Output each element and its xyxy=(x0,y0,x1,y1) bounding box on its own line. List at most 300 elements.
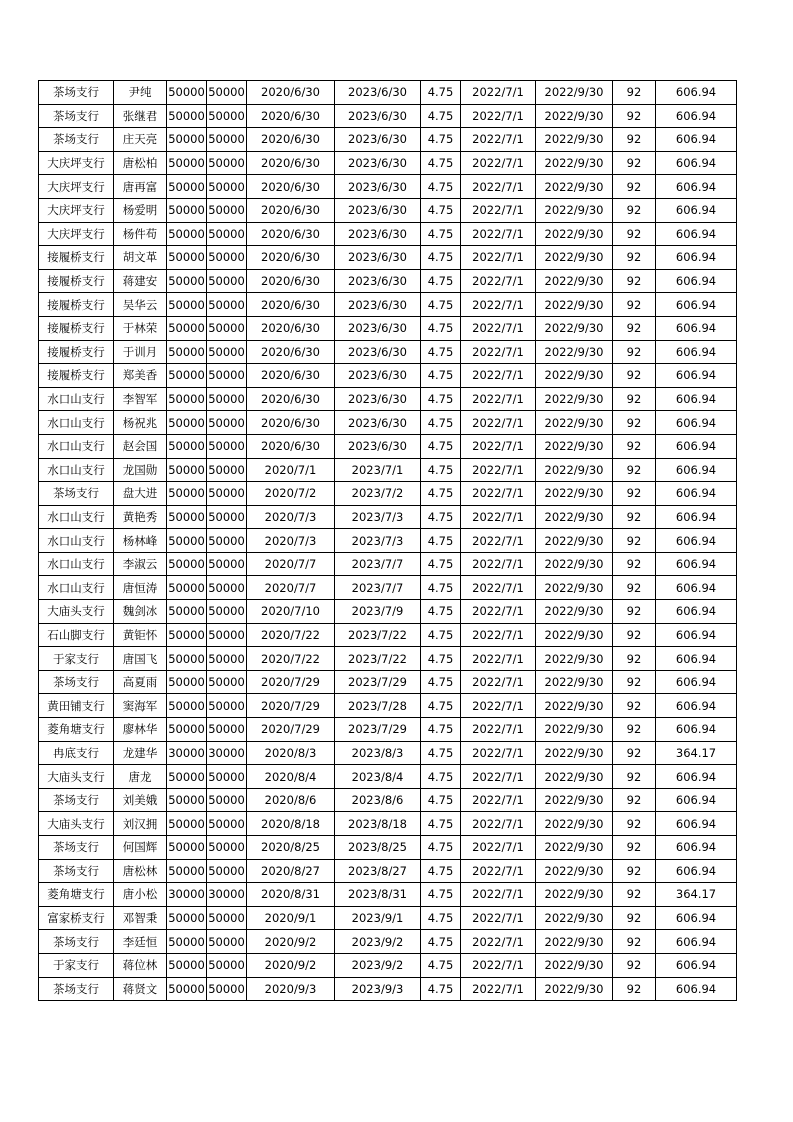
period-end-cell: 2022/9/30 xyxy=(536,765,613,789)
loan-interest-table xyxy=(38,80,737,1001)
balance-cell: 50000 xyxy=(207,340,247,364)
days-cell: 92 xyxy=(613,222,656,246)
interest-cell: 606.94 xyxy=(656,293,737,317)
rate-cell: 4.75 xyxy=(421,883,461,907)
table-row xyxy=(39,387,737,411)
start-date-cell: 2020/6/30 xyxy=(247,104,335,128)
interest-cell: 606.94 xyxy=(656,411,737,435)
period-start-cell: 2022/7/1 xyxy=(461,364,536,388)
period-start-cell: 2022/7/1 xyxy=(461,930,536,954)
end-date-cell: 2023/8/25 xyxy=(335,836,421,860)
balance-cell: 50000 xyxy=(207,246,247,270)
start-date-cell: 2020/6/30 xyxy=(247,246,335,270)
borrower-name-cell: 吴华云 xyxy=(114,293,167,317)
end-date-cell: 2023/7/1 xyxy=(335,458,421,482)
end-date-cell: 2023/7/2 xyxy=(335,482,421,506)
balance-cell: 50000 xyxy=(207,930,247,954)
start-date-cell: 2020/6/30 xyxy=(247,222,335,246)
loan-amount-cell: 50000 xyxy=(167,505,207,529)
branch-cell: 茶场支行 xyxy=(39,81,114,105)
borrower-name-cell: 杨件苟 xyxy=(114,222,167,246)
start-date-cell: 2020/9/2 xyxy=(247,953,335,977)
end-date-cell: 2023/9/1 xyxy=(335,906,421,930)
period-end-cell: 2022/9/30 xyxy=(536,859,613,883)
end-date-cell: 2023/7/29 xyxy=(335,718,421,742)
borrower-name-cell: 魏剑冰 xyxy=(114,600,167,624)
branch-cell: 于家支行 xyxy=(39,953,114,977)
period-start-cell: 2022/7/1 xyxy=(461,647,536,671)
balance-cell: 50000 xyxy=(207,859,247,883)
days-cell: 92 xyxy=(613,434,656,458)
days-cell: 92 xyxy=(613,694,656,718)
end-date-cell: 2023/8/4 xyxy=(335,765,421,789)
loan-amount-cell: 50000 xyxy=(167,434,207,458)
loan-amount-cell: 50000 xyxy=(167,694,207,718)
start-date-cell: 2020/6/30 xyxy=(247,175,335,199)
period-start-cell: 2022/7/1 xyxy=(461,387,536,411)
period-end-cell: 2022/9/30 xyxy=(536,458,613,482)
start-date-cell: 2020/6/30 xyxy=(247,387,335,411)
end-date-cell: 2023/7/28 xyxy=(335,694,421,718)
rate-cell: 4.75 xyxy=(421,552,461,576)
borrower-name-cell: 于训月 xyxy=(114,340,167,364)
rate-cell: 4.75 xyxy=(421,293,461,317)
branch-cell: 菱角塘支行 xyxy=(39,718,114,742)
balance-cell: 50000 xyxy=(207,694,247,718)
end-date-cell: 2023/7/7 xyxy=(335,552,421,576)
loan-amount-cell: 50000 xyxy=(167,623,207,647)
period-start-cell: 2022/7/1 xyxy=(461,81,536,105)
period-end-cell: 2022/9/30 xyxy=(536,293,613,317)
start-date-cell: 2020/6/30 xyxy=(247,293,335,317)
period-end-cell: 2022/9/30 xyxy=(536,198,613,222)
start-date-cell: 2020/7/7 xyxy=(247,576,335,600)
rate-cell: 4.75 xyxy=(421,953,461,977)
branch-cell: 水口山支行 xyxy=(39,576,114,600)
branch-cell: 接履桥支行 xyxy=(39,340,114,364)
loan-amount-cell: 50000 xyxy=(167,529,207,553)
table-row xyxy=(39,765,737,789)
balance-cell: 50000 xyxy=(207,458,247,482)
interest-cell: 606.94 xyxy=(656,269,737,293)
table-row xyxy=(39,364,737,388)
period-end-cell: 2022/9/30 xyxy=(536,576,613,600)
period-end-cell: 2022/9/30 xyxy=(536,647,613,671)
start-date-cell: 2020/9/2 xyxy=(247,930,335,954)
period-start-cell: 2022/7/1 xyxy=(461,977,536,1001)
balance-cell: 50000 xyxy=(207,505,247,529)
balance-cell: 50000 xyxy=(207,128,247,152)
rate-cell: 4.75 xyxy=(421,175,461,199)
days-cell: 92 xyxy=(613,482,656,506)
end-date-cell: 2023/8/6 xyxy=(335,788,421,812)
end-date-cell: 2023/6/30 xyxy=(335,364,421,388)
period-end-cell: 2022/9/30 xyxy=(536,269,613,293)
balance-cell: 50000 xyxy=(207,222,247,246)
branch-cell: 大庆坪支行 xyxy=(39,222,114,246)
start-date-cell: 2020/9/3 xyxy=(247,977,335,1001)
rate-cell: 4.75 xyxy=(421,340,461,364)
period-start-cell: 2022/7/1 xyxy=(461,836,536,860)
loan-amount-cell: 50000 xyxy=(167,151,207,175)
loan-amount-cell: 50000 xyxy=(167,246,207,270)
loan-amount-cell: 30000 xyxy=(167,741,207,765)
end-date-cell: 2023/6/30 xyxy=(335,81,421,105)
loan-amount-cell: 50000 xyxy=(167,718,207,742)
balance-cell: 50000 xyxy=(207,552,247,576)
period-start-cell: 2022/7/1 xyxy=(461,906,536,930)
start-date-cell: 2020/7/29 xyxy=(247,694,335,718)
branch-cell: 大庙头支行 xyxy=(39,600,114,624)
end-date-cell: 2023/6/30 xyxy=(335,104,421,128)
period-start-cell: 2022/7/1 xyxy=(461,576,536,600)
loan-amount-cell: 30000 xyxy=(167,883,207,907)
borrower-name-cell: 黄艳秀 xyxy=(114,505,167,529)
end-date-cell: 2023/8/27 xyxy=(335,859,421,883)
loan-amount-cell: 50000 xyxy=(167,81,207,105)
branch-cell: 水口山支行 xyxy=(39,458,114,482)
period-end-cell: 2022/9/30 xyxy=(536,906,613,930)
end-date-cell: 2023/7/29 xyxy=(335,670,421,694)
balance-cell: 50000 xyxy=(207,269,247,293)
start-date-cell: 2020/7/29 xyxy=(247,670,335,694)
branch-cell: 茶场支行 xyxy=(39,977,114,1001)
rate-cell: 4.75 xyxy=(421,576,461,600)
period-start-cell: 2022/7/1 xyxy=(461,670,536,694)
interest-cell: 606.94 xyxy=(656,198,737,222)
days-cell: 92 xyxy=(613,316,656,340)
days-cell: 92 xyxy=(613,198,656,222)
table-row xyxy=(39,836,737,860)
period-start-cell: 2022/7/1 xyxy=(461,718,536,742)
interest-cell: 606.94 xyxy=(656,222,737,246)
interest-cell: 606.94 xyxy=(656,246,737,270)
period-end-cell: 2022/9/30 xyxy=(536,434,613,458)
loan-amount-cell: 50000 xyxy=(167,859,207,883)
end-date-cell: 2023/7/3 xyxy=(335,505,421,529)
period-start-cell: 2022/7/1 xyxy=(461,953,536,977)
balance-cell: 50000 xyxy=(207,104,247,128)
interest-cell: 606.94 xyxy=(656,600,737,624)
borrower-name-cell: 盘大进 xyxy=(114,482,167,506)
interest-cell: 606.94 xyxy=(656,765,737,789)
loan-amount-cell: 50000 xyxy=(167,269,207,293)
start-date-cell: 2020/6/30 xyxy=(247,128,335,152)
loan-amount-cell: 50000 xyxy=(167,104,207,128)
borrower-name-cell: 唐小松 xyxy=(114,883,167,907)
borrower-name-cell: 龙建华 xyxy=(114,741,167,765)
loan-amount-cell: 50000 xyxy=(167,340,207,364)
start-date-cell: 2020/8/27 xyxy=(247,859,335,883)
borrower-name-cell: 郑美香 xyxy=(114,364,167,388)
days-cell: 92 xyxy=(613,293,656,317)
start-date-cell: 2020/6/30 xyxy=(247,364,335,388)
period-end-cell: 2022/9/30 xyxy=(536,836,613,860)
interest-cell: 606.94 xyxy=(656,623,737,647)
balance-cell: 50000 xyxy=(207,836,247,860)
start-date-cell: 2020/7/3 xyxy=(247,529,335,553)
days-cell: 92 xyxy=(613,246,656,270)
period-start-cell: 2022/7/1 xyxy=(461,859,536,883)
period-start-cell: 2022/7/1 xyxy=(461,104,536,128)
table-row xyxy=(39,812,737,836)
borrower-name-cell: 蒋位林 xyxy=(114,953,167,977)
interest-cell: 364.17 xyxy=(656,741,737,765)
table-row xyxy=(39,269,737,293)
period-start-cell: 2022/7/1 xyxy=(461,765,536,789)
loan-amount-cell: 50000 xyxy=(167,128,207,152)
period-end-cell: 2022/9/30 xyxy=(536,316,613,340)
table-row xyxy=(39,434,737,458)
end-date-cell: 2023/7/7 xyxy=(335,576,421,600)
days-cell: 92 xyxy=(613,340,656,364)
period-start-cell: 2022/7/1 xyxy=(461,293,536,317)
branch-cell: 接履桥支行 xyxy=(39,269,114,293)
start-date-cell: 2020/7/1 xyxy=(247,458,335,482)
branch-cell: 接履桥支行 xyxy=(39,293,114,317)
rate-cell: 4.75 xyxy=(421,458,461,482)
period-end-cell: 2022/9/30 xyxy=(536,600,613,624)
days-cell: 92 xyxy=(613,623,656,647)
table-row xyxy=(39,293,737,317)
borrower-name-cell: 赵会国 xyxy=(114,434,167,458)
borrower-name-cell: 何国辉 xyxy=(114,836,167,860)
period-start-cell: 2022/7/1 xyxy=(461,316,536,340)
days-cell: 92 xyxy=(613,529,656,553)
table-row xyxy=(39,175,737,199)
end-date-cell: 2023/6/30 xyxy=(335,222,421,246)
balance-cell: 50000 xyxy=(207,906,247,930)
rate-cell: 4.75 xyxy=(421,151,461,175)
borrower-name-cell: 唐松林 xyxy=(114,859,167,883)
days-cell: 92 xyxy=(613,765,656,789)
period-end-cell: 2022/9/30 xyxy=(536,104,613,128)
start-date-cell: 2020/6/30 xyxy=(247,269,335,293)
period-start-cell: 2022/7/1 xyxy=(461,151,536,175)
period-end-cell: 2022/9/30 xyxy=(536,883,613,907)
loan-amount-cell: 50000 xyxy=(167,906,207,930)
period-end-cell: 2022/9/30 xyxy=(536,623,613,647)
branch-cell: 大庆坪支行 xyxy=(39,175,114,199)
start-date-cell: 2020/9/1 xyxy=(247,906,335,930)
period-end-cell: 2022/9/30 xyxy=(536,387,613,411)
balance-cell: 50000 xyxy=(207,293,247,317)
branch-cell: 大庆坪支行 xyxy=(39,151,114,175)
rate-cell: 4.75 xyxy=(421,906,461,930)
end-date-cell: 2023/6/30 xyxy=(335,246,421,270)
loan-amount-cell: 50000 xyxy=(167,387,207,411)
rate-cell: 4.75 xyxy=(421,600,461,624)
start-date-cell: 2020/7/2 xyxy=(247,482,335,506)
loan-amount-cell: 50000 xyxy=(167,198,207,222)
balance-cell: 50000 xyxy=(207,977,247,1001)
start-date-cell: 2020/8/31 xyxy=(247,883,335,907)
balance-cell: 50000 xyxy=(207,600,247,624)
rate-cell: 4.75 xyxy=(421,930,461,954)
period-end-cell: 2022/9/30 xyxy=(536,953,613,977)
rate-cell: 4.75 xyxy=(421,246,461,270)
branch-cell: 茶场支行 xyxy=(39,482,114,506)
balance-cell: 50000 xyxy=(207,364,247,388)
loan-amount-cell: 50000 xyxy=(167,788,207,812)
table-row xyxy=(39,670,737,694)
table-row xyxy=(39,316,737,340)
interest-cell: 606.94 xyxy=(656,151,737,175)
branch-cell: 接履桥支行 xyxy=(39,316,114,340)
period-start-cell: 2022/7/1 xyxy=(461,788,536,812)
period-start-cell: 2022/7/1 xyxy=(461,741,536,765)
borrower-name-cell: 张继君 xyxy=(114,104,167,128)
period-start-cell: 2022/7/1 xyxy=(461,812,536,836)
balance-cell: 50000 xyxy=(207,576,247,600)
start-date-cell: 2020/6/30 xyxy=(247,411,335,435)
rate-cell: 4.75 xyxy=(421,434,461,458)
days-cell: 92 xyxy=(613,930,656,954)
balance-cell: 50000 xyxy=(207,788,247,812)
end-date-cell: 2023/6/30 xyxy=(335,411,421,435)
interest-cell: 606.94 xyxy=(656,906,737,930)
balance-cell: 30000 xyxy=(207,741,247,765)
table-row xyxy=(39,81,737,105)
period-start-cell: 2022/7/1 xyxy=(461,482,536,506)
branch-cell: 接履桥支行 xyxy=(39,246,114,270)
period-start-cell: 2022/7/1 xyxy=(461,434,536,458)
table-row xyxy=(39,718,737,742)
loan-amount-cell: 50000 xyxy=(167,600,207,624)
period-start-cell: 2022/7/1 xyxy=(461,505,536,529)
rate-cell: 4.75 xyxy=(421,81,461,105)
table-row xyxy=(39,505,737,529)
interest-cell: 606.94 xyxy=(656,930,737,954)
start-date-cell: 2020/8/4 xyxy=(247,765,335,789)
balance-cell: 50000 xyxy=(207,765,247,789)
rate-cell: 4.75 xyxy=(421,765,461,789)
end-date-cell: 2023/8/31 xyxy=(335,883,421,907)
end-date-cell: 2023/7/9 xyxy=(335,600,421,624)
start-date-cell: 2020/8/6 xyxy=(247,788,335,812)
period-start-cell: 2022/7/1 xyxy=(461,222,536,246)
period-start-cell: 2022/7/1 xyxy=(461,552,536,576)
table-row xyxy=(39,859,737,883)
period-end-cell: 2022/9/30 xyxy=(536,128,613,152)
branch-cell: 大庙头支行 xyxy=(39,765,114,789)
rate-cell: 4.75 xyxy=(421,104,461,128)
period-end-cell: 2022/9/30 xyxy=(536,411,613,435)
rate-cell: 4.75 xyxy=(421,529,461,553)
rate-cell: 4.75 xyxy=(421,836,461,860)
borrower-name-cell: 尹纯 xyxy=(114,81,167,105)
rate-cell: 4.75 xyxy=(421,269,461,293)
table-row xyxy=(39,246,737,270)
rate-cell: 4.75 xyxy=(421,411,461,435)
branch-cell: 于家支行 xyxy=(39,647,114,671)
borrower-name-cell: 刘汉拥 xyxy=(114,812,167,836)
loan-amount-cell: 50000 xyxy=(167,647,207,671)
period-start-cell: 2022/7/1 xyxy=(461,340,536,364)
table-row xyxy=(39,600,737,624)
start-date-cell: 2020/7/22 xyxy=(247,623,335,647)
borrower-name-cell: 唐恒涛 xyxy=(114,576,167,600)
branch-cell: 接履桥支行 xyxy=(39,364,114,388)
balance-cell: 30000 xyxy=(207,883,247,907)
borrower-name-cell: 刘美娥 xyxy=(114,788,167,812)
days-cell: 92 xyxy=(613,718,656,742)
loan-amount-cell: 50000 xyxy=(167,812,207,836)
period-end-cell: 2022/9/30 xyxy=(536,529,613,553)
balance-cell: 50000 xyxy=(207,670,247,694)
period-end-cell: 2022/9/30 xyxy=(536,977,613,1001)
end-date-cell: 2023/6/30 xyxy=(335,198,421,222)
start-date-cell: 2020/7/10 xyxy=(247,600,335,624)
rate-cell: 4.75 xyxy=(421,859,461,883)
table-row xyxy=(39,151,737,175)
period-end-cell: 2022/9/30 xyxy=(536,718,613,742)
start-date-cell: 2020/7/3 xyxy=(247,505,335,529)
days-cell: 92 xyxy=(613,977,656,1001)
interest-cell: 606.94 xyxy=(656,552,737,576)
end-date-cell: 2023/6/30 xyxy=(335,269,421,293)
days-cell: 92 xyxy=(613,670,656,694)
loan-amount-cell: 50000 xyxy=(167,293,207,317)
rate-cell: 4.75 xyxy=(421,482,461,506)
loan-amount-cell: 50000 xyxy=(167,222,207,246)
period-end-cell: 2022/9/30 xyxy=(536,505,613,529)
table-row xyxy=(39,576,737,600)
period-end-cell: 2022/9/30 xyxy=(536,246,613,270)
period-start-cell: 2022/7/1 xyxy=(461,623,536,647)
branch-cell: 茶场支行 xyxy=(39,859,114,883)
period-start-cell: 2022/7/1 xyxy=(461,128,536,152)
period-end-cell: 2022/9/30 xyxy=(536,222,613,246)
days-cell: 92 xyxy=(613,836,656,860)
balance-cell: 50000 xyxy=(207,175,247,199)
table-row xyxy=(39,222,737,246)
loan-amount-cell: 50000 xyxy=(167,552,207,576)
borrower-name-cell: 廖林华 xyxy=(114,718,167,742)
interest-cell: 606.94 xyxy=(656,175,737,199)
period-start-cell: 2022/7/1 xyxy=(461,600,536,624)
table-row xyxy=(39,788,737,812)
interest-cell: 606.94 xyxy=(656,128,737,152)
balance-cell: 50000 xyxy=(207,411,247,435)
interest-cell: 606.94 xyxy=(656,104,737,128)
branch-cell: 茶场支行 xyxy=(39,930,114,954)
days-cell: 92 xyxy=(613,175,656,199)
period-start-cell: 2022/7/1 xyxy=(461,269,536,293)
borrower-name-cell: 唐龙 xyxy=(114,765,167,789)
loan-amount-cell: 50000 xyxy=(167,930,207,954)
period-end-cell: 2022/9/30 xyxy=(536,482,613,506)
days-cell: 92 xyxy=(613,364,656,388)
branch-cell: 茶场支行 xyxy=(39,788,114,812)
rate-cell: 4.75 xyxy=(421,505,461,529)
days-cell: 92 xyxy=(613,128,656,152)
loan-amount-cell: 50000 xyxy=(167,175,207,199)
period-end-cell: 2022/9/30 xyxy=(536,81,613,105)
rate-cell: 4.75 xyxy=(421,812,461,836)
balance-cell: 50000 xyxy=(207,953,247,977)
start-date-cell: 2020/6/30 xyxy=(247,434,335,458)
borrower-name-cell: 李廷恒 xyxy=(114,930,167,954)
balance-cell: 50000 xyxy=(207,718,247,742)
balance-cell: 50000 xyxy=(207,198,247,222)
loan-amount-cell: 50000 xyxy=(167,482,207,506)
borrower-name-cell: 黄钜怀 xyxy=(114,623,167,647)
borrower-name-cell: 唐国飞 xyxy=(114,647,167,671)
branch-cell: 石山脚支行 xyxy=(39,623,114,647)
end-date-cell: 2023/8/18 xyxy=(335,812,421,836)
period-end-cell: 2022/9/30 xyxy=(536,788,613,812)
